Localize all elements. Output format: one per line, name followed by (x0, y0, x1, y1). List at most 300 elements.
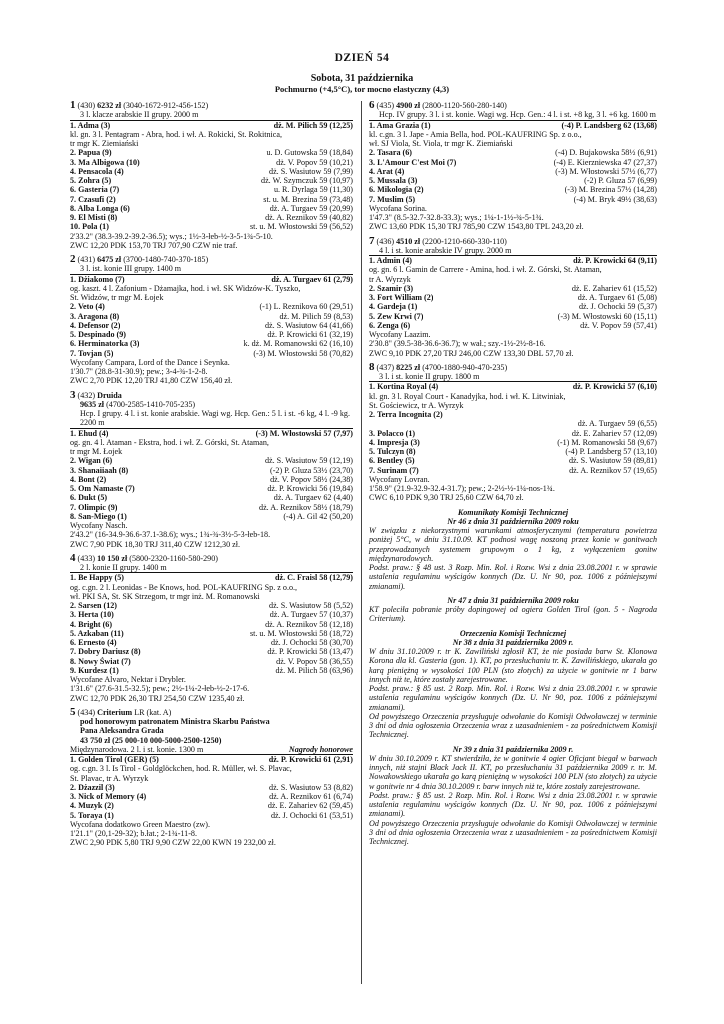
finisher-row (369, 429, 657, 438)
finisher-jockey: dż. E. Zahariev 62 (59,45) (267, 801, 353, 811)
finisher-row (70, 195, 353, 204)
finisher-jockey: dż. A. Reznikov 59 (40,82) (265, 213, 353, 222)
race-result-note: 2'43.2" (16-34.9-36.6-37.1-38.6); wys.; 1¾-¾-3½-5-3-łeb-18. (70, 530, 271, 540)
winner-jockey: dż. C. Fraisl 58 (12,79) (274, 573, 353, 583)
finisher-horse: 5. Mussala (3) (369, 176, 418, 185)
finisher-horse: 3. Fort William (2) (369, 293, 434, 302)
finisher-row (70, 176, 353, 185)
race-conditions: 2 l. konie II grupy. 1400 m (70, 563, 353, 573)
winner-horse: 1. Ama Grazia (1) (369, 120, 431, 130)
finisher-row (70, 330, 353, 339)
finisher-row (70, 213, 353, 222)
communique-legal-basis: Podst. praw.: § 85 ust. 2 Rozp. Min. Rol. i Rozw. Wsi z dnia 23.08.2001 r. w sprawie ustalenia regulaminu wyścigów konnych (Dz. U. Nr 90, poz. 1006 z późniejszymi zmianami). (369, 684, 657, 712)
winner-jockey: dż. P. Krowicki 64 (9,11) (573, 256, 657, 265)
finisher-jockey: dż. E. Zahariev 61 (15,52) (571, 283, 657, 293)
finisher-jockey: dż. V. Popov 59 (57,41) (580, 320, 657, 330)
finisher-jockey: st. u. M. Włostowski 59 (56,52) (249, 222, 353, 232)
winner-info: wł. SJ Viola, St. Viola, tr mgr K. Ziemiański (369, 139, 513, 148)
finisher-row (369, 447, 657, 456)
winner-row (70, 275, 353, 284)
finisher-horse: 3. L'Amour C'est Moi (7) (369, 157, 457, 167)
weather-line: Pochmurno (+4,5°C), tor mocno elastyczny (4,3) (274, 84, 450, 94)
winner-row (369, 256, 657, 265)
communique-title: Nr 47 z dnia 31 października 2009 roku (447, 595, 579, 605)
finisher-row (70, 647, 353, 656)
finisher-jockey: dż. S. Wasiutow 64 (41,66) (265, 320, 353, 330)
finisher-row (369, 312, 657, 321)
finisher-horse: 5. Azkaban (11) (70, 628, 124, 638)
finisher-row (369, 321, 657, 330)
finisher-jockey: dż. M. Pilich 59 (8,53) (279, 311, 353, 321)
finisher-horse: 4. Impresja (3) (369, 437, 420, 447)
winner-info: wł. PKI SA, St. SK Strzegom, tr mgr inż. M. Romanowski (70, 591, 260, 601)
race-prize-split: (4700-1880-940-470-235) (422, 362, 508, 372)
winner-jockey: dż. A. Turgaev 61 (2,79) (271, 274, 353, 284)
winner-info: tr mgr K. Ziemiański (70, 139, 139, 148)
finisher-horse: 4. Bright (6) (70, 619, 113, 629)
race-prize-split: (3040-1672-912-456-152) (123, 101, 209, 110)
finisher-row (369, 466, 657, 475)
finisher-row (70, 167, 353, 176)
finisher-horse: 7. Olimpic (9) (70, 502, 118, 512)
finisher-row (369, 293, 657, 302)
finisher-row (70, 783, 353, 792)
communique-appeal: Od powyższego Orzeczenia przysługuje odwołanie do Komisji Odwoławczej w terminie 3 dni od dnia ogłoszenia Orzeczenia wraz z uzasadnieniem - za pośrednictwem Komisji Technicznej. (369, 818, 657, 846)
finisher-jockey: (-4) D. Bujakowska 58½ (6,91) (555, 148, 657, 158)
finisher-jockey: dż. P. Krowicki 58 (13,47) (267, 647, 353, 657)
winner-info: og. gn. 4 l. Ataman - Ekstra, hod. i wł. Z. Górski, St. Ataman, (70, 437, 269, 447)
finisher-jockey: dż. A. Turgaev 62 (4,40) (273, 493, 353, 503)
finisher-horse: 3. Polacco (1) (369, 428, 416, 438)
race-number: 5 (70, 705, 76, 718)
finisher-horse: 2. Szamir (3) (369, 283, 414, 293)
communique-block (369, 745, 657, 847)
race-prize-split: LR (kat. A) (134, 707, 172, 717)
race-prize: 10 150 zł (97, 553, 128, 563)
finisher-row (369, 185, 657, 194)
finisher-jockey: (-2) P. Gluza 53½ (23,70) (270, 465, 353, 475)
finisher-horse: 6. Mikologia (2) (369, 185, 424, 195)
race-prize: Druida (97, 390, 122, 400)
finisher-jockey: (-1) L. Reznikova 60 (29,51) (259, 302, 353, 312)
finisher-horse: 8. Nowy Świat (7) (70, 656, 131, 666)
finisher-jockey: dż. A. Turgaev 61 (5,08) (577, 293, 657, 302)
winner-row (70, 755, 353, 764)
race-number: 6 (369, 99, 375, 111)
finisher-jockey: (-2) P. Gluza 57 (6,99) (584, 176, 657, 185)
winner-info: tr mgr M. Łojek (70, 447, 123, 456)
finisher-jockey: u. R. Dyrlaga 59 (11,30) (273, 185, 353, 195)
winner-row (369, 121, 657, 130)
finisher-row (70, 512, 353, 521)
race-overall-number: (430) (77, 101, 96, 110)
finisher-jockey: (-3) M. Włostowski 58 (70,82) (253, 348, 353, 358)
finisher-row (70, 792, 353, 801)
finisher-row (70, 657, 353, 666)
finisher-row (70, 801, 353, 810)
race-block (70, 388, 353, 549)
communique-block (369, 508, 657, 591)
finisher-jockey: (-3) M. Brezina 57½ (14,28) (564, 185, 657, 195)
race-result-note: ZWC 12,20 PDK 153,70 TRJ 707,90 CZW nie traf. (70, 240, 238, 250)
race-patronage-line: Pana Aleksandra Grada (80, 726, 164, 736)
finisher-jockey: dż. S. Wasiutow 58 (5,52) (269, 601, 353, 610)
finisher-jockey: dż. A. Reznikov 58½ (18,79) (259, 502, 353, 512)
finisher-horse: 5. Tulczyn (8) (369, 447, 416, 456)
race-overall-number: (437) (376, 362, 395, 372)
race-header (70, 255, 353, 264)
finisher-row (70, 629, 353, 638)
winner-horse: 1. Admin (4) (369, 256, 412, 265)
communique-title: Nr 39 z dnia 31 października 2009 r. (452, 744, 574, 754)
finisher-row (70, 312, 353, 321)
finisher-horse: 10. Pola (1) (70, 222, 109, 232)
finisher-row (369, 410, 657, 419)
finisher-row (70, 185, 353, 194)
finisher-row (70, 666, 353, 675)
finisher-jockey: (-3) M. Włostowski 60 (15,11) (557, 311, 657, 321)
winner-jockey: dż. P. Krowicki 61 (2,91) (268, 755, 353, 764)
finisher-row (70, 620, 353, 629)
finisher-row (70, 610, 353, 619)
winner-jockey: (-4) P. Landsberg 62 (13,68) (561, 120, 657, 130)
communique-body: W dniu 30.10.2009 r. KT stwierdziła, że w gonitwie 4 ogier Oficjant biegał w barwach innych, niż stajni Black Jack II. KT, po przesłuchaniu 31 października 2009 r. tr. M. Nowakowskiego ukarała go karą pieniężną w wysokości 100 PLN (sto złotych) za użycie w gonitwie nr 4 dnia 30.10.2009 r. barw innych niż te, które zostały zarejestrowane. (369, 753, 657, 791)
communique-body: KT poleciła pobranie próby dopingowej od ogiera Golden Tirol (gon. 5 - Nagroda Criterium). (369, 605, 657, 624)
winner-info: St. Gościewicz, tr A. Wyrzyk (369, 400, 464, 410)
communique-body: W dniu 31.10.2009 r. tr K. Zawiliński zgłosił KT, że nie posiada barw St. Klonowa Korona dla kl. Gasteria (gon. 1). KT, po przesłuchaniu tr. K. Zawilińskiego, ukarała go karą pieniężną w wysokości 100 PLN (sto złotych) za użycie w gonitwie nr 1 barw innych niż te, które zostały zarejestrowane. (369, 647, 657, 684)
winner-info: tr A. Wyrzyk (369, 274, 411, 284)
finisher-horse: 2. Sarsen (12) (70, 601, 117, 610)
finisher-horse: 6. Ernesto (4) (70, 638, 117, 647)
race-block (70, 255, 353, 386)
communique-legal-basis: Podst. praw.: § 48 ust. 3 Rozp. Min. Rol. i Rozw. Wsi z dnia 23.08.2001 r. w sprawie ustalenia regulaminu wyścigów konnych (Dz. U. Nr 90, poz. 1006 z późniejszymi zmianami). (369, 563, 657, 591)
finisher-jockey: dż. P. Krowicki 56 (19,84) (267, 484, 353, 493)
finisher-jockey: (-4) A. Gil 42 (50,20) (283, 511, 353, 521)
communique-block (369, 596, 657, 624)
race-block (70, 101, 353, 250)
finisher-row (70, 158, 353, 167)
race-result-note: ZWC 12,70 PDK 26,30 TRJ 254,50 CZW 1235,40 zł. (70, 693, 245, 703)
finisher-jockey: (-4) M. Bryk 49½ (38,63) (573, 194, 657, 204)
finisher-horse: 3. Shanaiiaah (8) (70, 465, 129, 475)
winner-row (70, 573, 353, 582)
finisher-horse: 4. Gardeja (1) (369, 302, 418, 312)
right-column (369, 101, 657, 846)
race-prize: 4510 zł (396, 236, 421, 246)
race-result-note: 2'33.2" (38.3-39.2-39.2-36.5); wys.; 1½-3-łeb-½-3-5-1¾-5-10. (70, 231, 273, 241)
finisher-jockey: dż. W. Szymczuk 59 (10,97) (261, 176, 353, 185)
race-overall-number: (434) (77, 707, 96, 717)
race-overall-number: (436) (376, 236, 395, 246)
finisher-row (369, 158, 657, 167)
finisher-horse: 6. Bentley (5) (369, 456, 415, 466)
winner-horse: 1. Be Happy (5) (70, 573, 124, 583)
winner-info: St. Plavac, tr A. Wyrzyk (70, 773, 149, 783)
finisher-horse: 7. Surinam (7) (369, 465, 419, 475)
finisher-jockey: dż. S. Wasiutow 53 (8,82) (269, 782, 353, 792)
finisher-horse: 8. Alba Longa (6) (70, 203, 130, 213)
race-overall-number: (432) (77, 390, 96, 400)
race-conditions: 4 l. i st. konie arabskie IV grupy. 2000 m (369, 246, 657, 256)
finisher-jockey: (-4) P. Landsberg 57 (13,10) (565, 447, 657, 456)
finisher-horse: 8. San-Miego (1) (70, 511, 127, 521)
winner-horse: 1. Golden Tirol (GER) (5) (70, 755, 159, 764)
finisher-jockey: dż. A. Reznikov 61 (6,74) (269, 792, 353, 801)
race-number: 3 (70, 388, 76, 401)
finisher-horse: 4. Defensor (2) (70, 320, 121, 330)
finisher-row (70, 475, 353, 484)
finisher-jockey: dż. A. Turgaev 59 (20,99) (269, 203, 353, 213)
communique-body: W związku z niekorzystnymi warunkami atmosferycznymi (temperatura powietrza poniżej 5°C, w dniu 31.10.09. KT podnosi wagę noszoną przez konie w gonitwach przeprowadzanych systemem grupowym o 1 kg, z wyłączeniem gonitw międzynarodowych. (369, 526, 657, 563)
column-divider (361, 101, 362, 984)
communique-title: Komunikaty Komisji Technicznej (457, 507, 569, 517)
race-block (369, 101, 657, 232)
race-result-note: 1'58.9" (21.9-32.9-32.4-31.7); pew.; 2-2½-½-1¼-nos-1¾. (369, 484, 555, 493)
race-conditions: 3 l. klacze arabskie II grupy. 2000 m (70, 110, 353, 120)
race-header (369, 101, 657, 110)
winner-horse: 1. Dżiakomo (7) (70, 274, 125, 284)
winner-jockey: dż. P. Krowicki 57 (6,10) (572, 382, 657, 392)
finisher-horse: 7. Tovjan (5) (70, 348, 114, 358)
finisher-jockey: dż. A. Reznikov 58 (12,18) (265, 619, 353, 629)
race-result-note: ZWC 7,90 PDK 18,30 TRJ 311,40 CZW 1212,30 zł. (70, 539, 241, 549)
race-overall-number: (433) (77, 553, 96, 563)
finisher-horse: 5. Om Namaste (7) (70, 484, 135, 493)
finisher-horse: 4. Arat (4) (369, 166, 405, 176)
finisher-row (70, 321, 353, 330)
finisher-row (70, 204, 353, 213)
finisher-row (70, 484, 353, 493)
finisher-jockey: dż. A. Reznikov 57 (19,65) (569, 465, 657, 475)
finisher-horse: 7. Muslim (5) (369, 194, 416, 204)
race-prize: Criterium (97, 707, 133, 717)
finisher-jockey: dż. E. Zahariev 57 (12,09) (571, 428, 657, 438)
race-conditions-text: Międzynarodowa. 2 l. i st. konie. 1300 m (70, 744, 204, 754)
finisher-horse: 5. Despinado (9) (70, 330, 126, 339)
race-prize: 6475 zł (97, 255, 122, 264)
race-result-note: 1'21.1" (20,1-29-32); b.łat.; 2-1¾-11-8. (70, 829, 197, 838)
finisher-horse: 5. Zohra (5) (70, 176, 112, 185)
race-result-note: CWC 6,10 PDK 9,30 TRJ 25,60 CZW 64,70 zł. (369, 493, 524, 503)
finisher-jockey: (-1) M. Romanowski 58 (9,67) (557, 437, 657, 447)
finisher-horse: 2. Dżazzil (3) (70, 782, 115, 792)
finisher-jockey: dż. S. Wasiutow 59 (7,99) (269, 166, 353, 176)
race-conditions: Hcp. I grupy. 4 l. i st. konie arabskie. Wagi wg. Hcp. Gen.: 5 l. i st. -6 kg, 4 l. -9 kg. 2200 m (70, 409, 353, 429)
race-header (70, 551, 353, 564)
finisher-jockey: dż. J. Ochocki 58 (30,70) (270, 638, 353, 647)
race-result-note: ZWC 9,10 PDK 27,20 TRJ 246,00 CZW 133,30 DBL 57,70 zł. (369, 348, 574, 358)
race-block (369, 234, 657, 358)
finisher-horse: 6. Gasteria (7) (70, 185, 120, 195)
finisher-horse: 5. Zew Krwi (7) (369, 311, 424, 321)
finisher-jockey: dż. V. Popov 59 (10,21) (276, 157, 353, 167)
finisher-horse: 2. Papua (9) (70, 148, 112, 158)
race-prize-split: (5800-2320-1160-580-290) (129, 553, 218, 563)
race-result-note: Wycofany Nasch. (70, 521, 128, 530)
finisher-row (70, 456, 353, 465)
race-result-note: ZWC 2,90 PDK 5,80 TRJ 9,90 CZW 22,00 KWN 19 232,00 zł. (70, 838, 276, 848)
finisher-horse: 4. Muzyk (2) (70, 801, 114, 811)
race-prize: 6232 zł (97, 101, 122, 110)
finisher-row (70, 811, 353, 820)
race-result-note: Wycofana Sorina. (369, 203, 427, 213)
race-prize-split: (4700-2585-1410-705-235) (106, 399, 196, 409)
race-header (369, 360, 657, 373)
finisher-horse: 4. Pensacola (4) (70, 166, 124, 176)
winner-jockey: dż. M. Pilich 59 (12,25) (273, 120, 353, 130)
finisher-row (70, 493, 353, 502)
finisher-row (369, 284, 657, 293)
race-block (70, 551, 353, 703)
race-conditions: Hcp. IV grupy. 3 l. i st. konie. Wagi wg. Hcp. Gen.: 4 l. i st. +8 kg, 3 l. +6 kg. 1600 m (369, 110, 657, 120)
finisher-horse: 4. Bont (2) (70, 474, 107, 484)
race-number: 7 (369, 234, 375, 247)
race-prize: 4900 zł (396, 101, 421, 110)
finisher-jockey: dż. V. Popov 58 (36,55) (276, 656, 353, 666)
finisher-jockey: dż. S. Wasiutow 59 (89,81) (569, 456, 657, 466)
finisher-row (369, 195, 657, 204)
finisher-horse: 2. Veto (4) (70, 302, 105, 312)
race-overall-number: (431) (77, 255, 96, 264)
finisher-horse: 2. Tasara (6) (369, 148, 412, 158)
communique-block (369, 629, 657, 740)
race-number: 2 (70, 253, 76, 265)
winner-horse: 1. Adma (3) (70, 120, 111, 130)
date-heading: Sobota, 31 października (310, 73, 414, 84)
race-number: 4 (70, 551, 76, 564)
finisher-horse: 3. Nick of Memory (4) (70, 792, 147, 801)
finisher-row (70, 339, 353, 348)
communique-title: Nr 46 z dnia 31 października 2009 roku (447, 516, 579, 526)
finisher-jockey: dż. P. Krowicki 61 (32,19) (267, 330, 353, 339)
finisher-jockey: dż. M. Pilich 58 (63,96) (275, 665, 353, 675)
race-conditions: 3 l. ist. konie III grupy. 1400 m (70, 264, 353, 274)
race-result-note: 1'30.7" (28.8-31-30.9); pew.; 3-4-¾-1-2-8. (70, 367, 208, 376)
race-result-note: ZWC 2,70 PDK 12,20 TRJ 41,80 CZW 156,40 zł. (70, 376, 233, 386)
race-result-note: 2'30.8" (39.5-38-36.6-36.7); w wał.; szy.-1½-2½-8-16. (369, 339, 546, 349)
finisher-jockey: dż. J. Ochocki 61 (53,51) (270, 810, 353, 820)
race-honorary-prizes: Nagrody honorowe (288, 744, 353, 754)
race-result-note: Wycofane Alvaro, Nektar i Drybler. (70, 675, 186, 684)
finisher-row (70, 638, 353, 647)
finisher-jockey: dż. A. Turgaev 59 (6,55) (577, 419, 657, 429)
finisher-horse: 2. Wigan (6) (70, 456, 113, 466)
race-patronage-line: pod honorowym patronatem Ministra Skarbu Państwa (80, 717, 270, 726)
communique-title: Orzeczenia Komisji Technicznej (459, 628, 567, 638)
finisher-jockey: dż. V. Popov 58½ (24,38) (270, 474, 353, 484)
finisher-row (70, 222, 353, 231)
finisher-row (369, 167, 657, 176)
winner-horse: 1. Kortina Royal (4) (369, 382, 439, 392)
finisher-horse: 3. Ma Albigowa (10) (70, 157, 140, 167)
race-header (70, 705, 353, 718)
finisher-horse: 9. El Misti (8) (70, 213, 118, 222)
finisher-row (70, 601, 353, 610)
finisher-row (369, 302, 657, 311)
communique-legal-basis: Podst. praw.: § 85 ust. 2 Rozp. Min. Rol. i Rozw. Wsi z dnia 23.08.2001 r. w sprawie ustalenia regulaminu wyścigów konnych (Dz. U. Nr 90, poz. 1006 z późniejszymi zmianami). (369, 790, 657, 819)
winner-info: og. gn. 6 l. Gamin de Carrere - Amina, hod. i wł. Z. Górski, St. Ataman, (369, 265, 602, 275)
finisher-horse: 2. Terra Incognita (2) (369, 410, 443, 419)
finisher-row (70, 349, 353, 358)
finisher-jockey: (-4) E. Kierzniewska 47 (27,37) (553, 157, 657, 167)
finisher-row (369, 176, 657, 185)
race-prize-split: (2200-1210-660-330-110) (422, 236, 507, 246)
finisher-jockey: st. u. M. Włostowski 58 (18,72) (249, 628, 353, 638)
winner-info: kl. gn. 3 l. Pentagram - Abra, hod. i wł. A. Rokicki, St. Rokitnica, (70, 129, 282, 139)
finisher-jockey: dż. J. Ochocki 59 (5,37) (579, 302, 657, 312)
finisher-horse: 3. Herta (10) (70, 610, 114, 620)
race-patronage-line: 43 750 zł (25 000-10 000-5000-2500-1250) (80, 735, 222, 745)
race-header (70, 388, 353, 401)
finisher-jockey: st. u. M. Brezina 59 (73,48) (263, 194, 353, 204)
race-prize-line (70, 400, 353, 409)
race-prize: 9635 zł (80, 399, 105, 409)
finisher-jockey: k. dż. M. Romanowski 62 (16,10) (243, 339, 353, 349)
finisher-row (369, 438, 657, 447)
winner-info: kl. gn. 3 l. Royal Court - Kanadyjka, hod. i wł. K. Litwiniak, (369, 391, 566, 401)
race-prize: 8225 zł (396, 362, 421, 372)
race-result-note: ZWC 13,60 PDK 15,30 TRJ 785,90 CZW 1543,80 TPL 243,20 zł. (369, 222, 584, 232)
finisher-row (70, 466, 353, 475)
finisher-row (369, 148, 657, 157)
race-prize-split: (2800-1120-560-280-140) (422, 101, 507, 110)
winner-info: og. c.gn. 2 l. Leonidas - Be Knows, hod. POL-KAUFRING Sp. z o.o., (70, 582, 298, 592)
finisher-row (70, 148, 353, 157)
race-conditions: 3 l. i st. konie II grupy. 1800 m (369, 372, 657, 382)
finisher-horse: 7. Dobry Dariusz (8) (70, 647, 141, 657)
race-result-note: Wycofany Laazim. (369, 330, 431, 339)
race-header (70, 101, 353, 110)
finisher-row (369, 456, 657, 465)
finisher-jockey: dż. A. Turgaev 57 (10,37) (269, 610, 353, 620)
finisher-horse: 9. Kurdesz (1) (70, 665, 119, 675)
finisher-jockey: u. D. Gutowska 59 (18,84) (266, 148, 353, 158)
winner-info: og. kaszt. 4 l. Zafonium - Dżamajka, hod. i wł. SK Widzów-K. Tyszko, (70, 283, 301, 293)
finisher-horse: 6. Zenga (6) (369, 320, 411, 330)
winner-row (70, 429, 353, 438)
race-block (369, 360, 657, 503)
finisher-horse: 7. Czasufi (2) (70, 194, 116, 204)
communique-title: Nr 38 z dnia 31 października 2009 r. (452, 637, 574, 647)
winner-row (369, 382, 657, 391)
race-result-note: 1'31.6" (27.6-31.5-32.5); pew.; 2½-1¼-2-łeb-½-2-17-6. (70, 684, 250, 694)
finisher-horse: 6. Dukt (5) (70, 493, 108, 503)
winner-horse: 1. Ehud (4) (70, 428, 109, 438)
finisher-horse: 6. Herminatorka (3) (70, 339, 140, 349)
race-prize-split: (3700-1480-740-370-185) (123, 255, 209, 264)
race-result-note: Wycofana dodatkowo Green Maestro (zw). (70, 819, 210, 829)
winner-row (70, 121, 353, 130)
race-block (70, 705, 353, 848)
finisher-jockey: dż. S. Wasiutow 59 (12,19) (265, 456, 353, 466)
winner-jockey: (-3) M. Włostowski 57 (7,97) (255, 428, 353, 438)
winner-info: kl. c.gn. 3 l. Jape - Amia Bella, hod. POL-KAUFRING Sp. z o.o., (369, 129, 582, 139)
left-column (70, 101, 353, 853)
race-number: 1 (70, 99, 76, 111)
finisher-row (70, 503, 353, 512)
finisher-horse: 5. Toraya (1) (70, 810, 114, 820)
race-header (369, 234, 657, 247)
communique-appeal: Od powyższego Orzeczenia przysługuje odwołanie do Komisji Odwoławczej w terminie 3 dni od dnia ogłoszenia Orzeczenia wraz z uzasadnieniem - za pośrednictwem Komisji Technicznej. (369, 711, 657, 740)
race-conditions (70, 745, 353, 755)
finisher-jockey: (-3) M. Włostowski 57½ (6,77) (555, 166, 657, 176)
race-result-note: Wycofany Lovran. (369, 474, 430, 484)
winner-info: og. c.gn. 3 l. Is Tirol - Goldglöckchen, hod. R. Müller, wł. S. Plavac, (70, 764, 292, 774)
finisher-row (70, 302, 353, 311)
race-number: 8 (369, 360, 375, 373)
race-overall-number: (435) (376, 101, 395, 110)
day-heading: DZIEŃ 54 (334, 52, 390, 64)
